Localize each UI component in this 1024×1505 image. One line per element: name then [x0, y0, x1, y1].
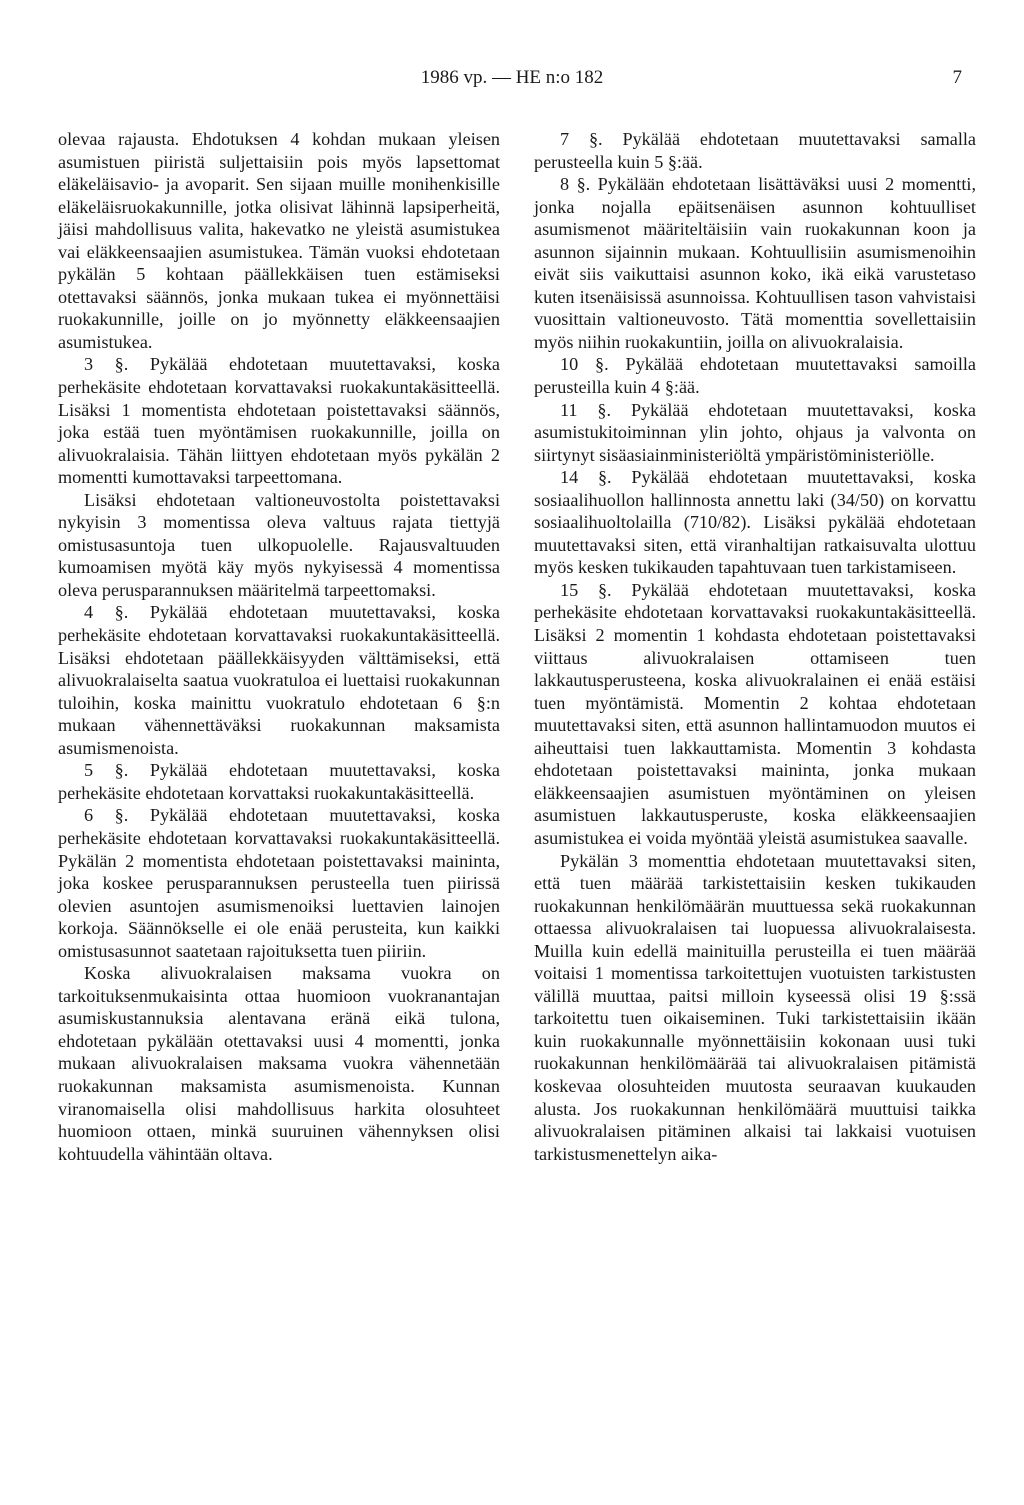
- paragraph: Koska alivuokralaisen maksama vuokra on tarkoituksenmukaisinta ottaa huomioon vuokranantajan asumiskustannuksia alentavana eränä eikä tulona, ehdotetaan pykälään otettavaksi uusi 4 momentti, jonka mukaan alivuokralaisen maksama vuokra vähennetään ruokakunnan maksamista asumismenoista. Kunnan viranomaisella olisi mahdollisuus harkita olosuhteet huomioon ottaen, minkä suuruinen vähennyksen olisi kohtuudella vähintään oltava.: [58, 963, 500, 1164]
- paragraph: Lisäksi ehdotetaan valtioneuvostolta poistettavaksi nykyisin 3 momentissa oleva valtuus rajata tiettyjä omistusasuntoja tuen ulkopuolelle. Rajausvaltuuden kumoamisen myötä käy myös nykyisessä 4 momentissa oleva perusparannuksen määritelmä tarpeettomaksi.: [58, 489, 500, 600]
- paragraph: 8 §. Pykälään ehdotetaan lisättäväksi uusi 2 momentti, jonka nojalla epäitsenäisen asunnon kohtuulliset asumismenot määriteltäisiin vain ruokakunnan koon ja asunnon sijainnin mukaan. Kohtuullisiin asumismenoihin eivät siis vaikuttaisi asunnon koko, ikä eikä varustetaso kuten itsenäisissä asunnoissa. Kohtuullisen tason vahvistaisi vuosittain valtioneuvosto. Tätä momenttia sovellettaisiin myös niihin ruokakuntiin, joilla on alivuokralaisia.: [534, 174, 976, 352]
- page-number: 7: [952, 67, 962, 88]
- paragraph: 4 §. Pykälää ehdotetaan muutettavaksi, koska perhekäsite ehdotetaan korvattavaksi ruokakuntakäsitteellä. Lisäksi ehdotetaan päällekkäisyyden välttämiseksi, että alivuokralaiselta saatua vuokratuloa ei luettaisi ruokakunnan tuloihin, koska mainittu vuokratulo ehdotetaan 6 §:n mukaan vähennettäväksi ruokakunnan maksamista asumismenoista.: [58, 602, 500, 758]
- header-title: 1986 vp. — HE n:o 182: [420, 67, 604, 88]
- paragraph: 6 §. Pykälää ehdotetaan muutettavaksi, koska perhekäsite ehdotetaan korvattavaksi ruokakuntakäsitteellä. Pykälän 2 momentista ehdotetaan poistettavaksi maininta, joka koskee perusparannuksen perusteella tuen piirissä olevien asuntojen asumismenoiksi luettavien lainojen korkoja. Säännökselle ei ole enää perusteita, kun kaikki omistusasunnot saatetaan rajoituksetta tuen piiriin.: [58, 805, 500, 961]
- paragraph: 3 §. Pykälää ehdotetaan muutettavaksi, koska perhekäsite ehdotetaan korvattavaksi ruokakuntakäsitteellä. Lisäksi 1 momentista ehdotetaan poistettavaksi säännös, joka estää tuen myöntämisen ruokakunnille, joilla on alivuokralaisia. Tähän liittyen ehdotetaan myös pykälän 2 momentti kumottavaksi tarpeettomana.: [58, 354, 500, 488]
- paragraph: 11 §. Pykälää ehdotetaan muutettavaksi, koska asumistukitoiminnan ylin johto, ohjaus ja valvonta on siirtynyt sisäasiainministeriöltä ympäristöministeriölle.: [534, 399, 976, 465]
- paragraph: 5 §. Pykälää ehdotetaan muutettavaksi, koska perhekäsite ehdotetaan korvattaksi ruokakuntakäsitteellä.: [58, 760, 500, 803]
- paragraph: 7 §. Pykälää ehdotetaan muutettavaksi samalla perusteella kuin 5 §:ää.: [534, 129, 976, 172]
- paragraph: 10 §. Pykälää ehdotetaan muutettavaksi samoilla perusteilla kuin 4 §:ää.: [534, 354, 976, 398]
- paragraph: olevaa rajausta. Ehdotuksen 4 kohdan mukaan yleisen asumistuen piiristä suljettaisiin pois myös lapsettomat eläkeläisavio- ja avoparit. Sen sijaan muille monihenkisille eläkeläisruokakunnille, jotka olisivat lähinnä lapsiperheitä, jäisi mahdollisuus valita, hakevatko ne yleistä asumistukea vai eläkkeensaajien asumistukea. Tämän vuoksi ehdotetaan pykälän 5 kohtaan päällekkäisen tuen estämiseksi otettavaksi säännös, jonka mukaan tukea ei myönnettäisi ruokakunnille, joille on jo myönnetty eläkkeensaajien asumistukea.: [58, 129, 500, 352]
- paragraph: 15 §. Pykälää ehdotetaan muutettavaksi, koska perhekäsite ehdotetaan korvattavaksi ruokakuntakäsitteellä. Lisäksi 2 momentin 1 kohdasta ehdotetaan poistettavaksi viittaus alivuokralaisen ottamiseen tuen lakkautusperusteena, koska alivuokralainen ei enää estäisi tuen myöntämistä. Momentin 2 kohtaa ehdotetaan muutettavaksi siten, että asunnon hallintamuodon muutos ei aiheuttaisi tuen lakkauttamista. Momentin 3 kohdasta ehdotetaan poistettavaksi maininta, jonka mukaan eläkkeensaajien asumistuen myöntäminen on yleisen asumistuen lakkautusperuste, koska eläkkeensaajien asumistukea ei voida myöntää yleistä asumistukea saavalle.: [534, 579, 976, 848]
- paragraph: 14 §. Pykälää ehdotetaan muutettavaksi, koska sosiaalihuollon hallinnosta annettu laki (34/50) on korvattu sosiaalihuoltolailla (710/82). Lisäksi pykälää ehdotetaan muutettavaksi siten, että viranhaltijan ratkaisuvalta ulottuu myös kesken tukikauden tapahtuvaan tuen tarkistamiseen.: [534, 467, 976, 578]
- right-column: [534, 128, 976, 1165]
- paragraph: Pykälän 3 momenttia ehdotetaan muutettavaksi siten, että tuen määrää tarkistettaisiin kesken tukikauden ruokakunnan henkilömäärän muuttuessa sekä ruokakunnan ottaessa alivuokralaisen tai luopuessa alivuokralaisesta. Muilla kuin edellä mainituilla perusteilla ei tuen määrää voitaisi 1 momentissa tarkoitettujen vuotuisten tarkistusten välillä muuttaa, paitsi milloin kyseessä olisi 19 §:ssä tarkoitettu tuen oikaiseminen. Tuki tarkistettaisiin ikään kuin ruokakunnalle myönnettäisiin kokonaan uusi tuki ruokakunnan henkilömäärää tai alivuokralaisen pitämistä koskevaa olosuhteiden muutosta seuraavan kuukauden alusta. Jos ruokakunnan henkilömäärä muuttuisi taikka alivuokralaisen pitäminen alkaisi tai lakkaisi vuotuisen tarkistusmenettelyn aika-: [534, 850, 976, 1164]
- page-header: [0, 66, 1024, 90]
- left-column: [58, 128, 500, 1165]
